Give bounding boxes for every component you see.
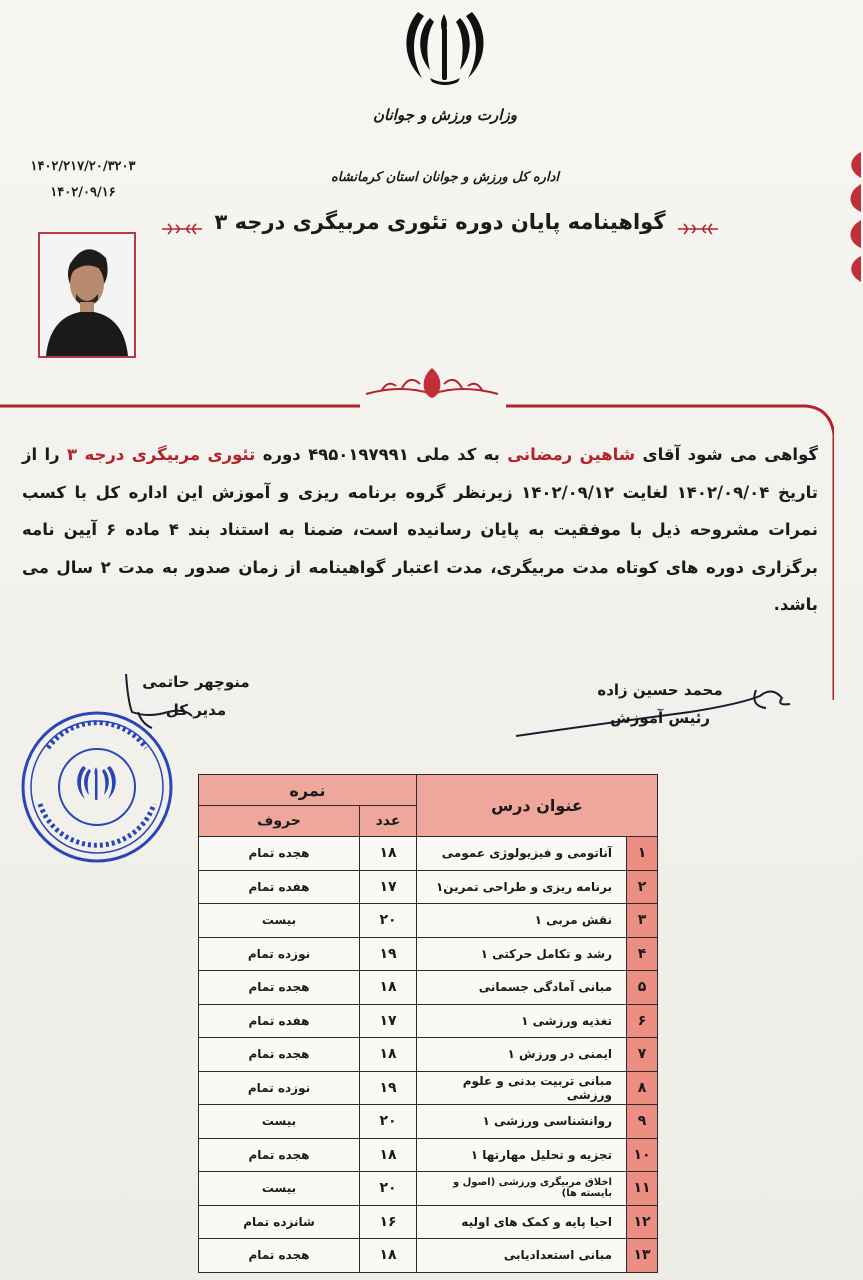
grades-table — [198, 774, 658, 1273]
course-name: مبانی آمادگی جسمانی — [417, 971, 627, 1005]
row-number: ۱۳ — [627, 1239, 658, 1273]
signer-name: منوچهر حاتمی — [142, 673, 250, 691]
row-number: ۹ — [627, 1105, 658, 1139]
row-number: ۳ — [627, 904, 658, 938]
course-name: روانشناسی ورزشی ۱ — [417, 1105, 627, 1139]
grade-digits: ۱۹ — [360, 937, 417, 971]
grade-words: بیست — [199, 904, 360, 938]
department-name: اداره کل ورزش و جوانان استان کرمانشاه — [331, 170, 559, 185]
course-title: تئوری مربیگری درجه ۳ — [67, 445, 256, 464]
grade-digits: ۱۶ — [360, 1205, 417, 1239]
table-row — [199, 1038, 658, 1072]
table-row — [199, 1172, 658, 1206]
course-name: نقش مربی ۱ — [417, 904, 627, 938]
ornament-icon — [160, 222, 204, 236]
grade-digits: ۲۰ — [360, 904, 417, 938]
course-name: احیا پایه و کمک های اولیه — [417, 1205, 627, 1239]
row-number: ۱ — [627, 837, 658, 871]
row-number: ۶ — [627, 1004, 658, 1038]
grade-digits: ۱۸ — [360, 1038, 417, 1072]
emblem-icon — [400, 8, 490, 86]
course-name: ایمنی در ورزش ۱ — [417, 1038, 627, 1072]
grade-words: نوزده تمام — [199, 937, 360, 971]
header-digits: عدد — [360, 806, 417, 837]
grade-digits: ۱۷ — [360, 1004, 417, 1038]
table-row — [199, 1105, 658, 1139]
grade-digits: ۱۸ — [360, 837, 417, 871]
grade-digits: ۲۰ — [360, 1105, 417, 1139]
grade-words: هفده تمام — [199, 870, 360, 904]
ministry-name: وزارت ورزش و جوانان — [373, 106, 517, 124]
side-ornament-icon — [839, 148, 863, 286]
grade-words: هجده تمام — [199, 1239, 360, 1273]
table-row — [199, 870, 658, 904]
grade-digits: ۱۸ — [360, 971, 417, 1005]
course-name: رشد و تکامل حرکتی ۱ — [417, 937, 627, 971]
applicant-photo — [38, 232, 136, 358]
row-number: ۵ — [627, 971, 658, 1005]
body-national-id: به کد ملی ۴۹۵۰۱۹۷۹۹۱ دوره — [262, 445, 500, 464]
header-letters: حروف — [199, 806, 360, 837]
course-name: مبانی استعدادیابی — [417, 1239, 627, 1273]
certificate-title: گواهینامه پایان دوره تئوری مربیگری درجه ۳ — [214, 210, 666, 234]
header-course: عنوان درس — [417, 775, 658, 837]
reference-number: ۱۴۰۲/۲۱۷/۲۰/۳۲۰۳ — [30, 159, 136, 174]
grade-words: بیست — [199, 1105, 360, 1139]
row-number: ۴ — [627, 937, 658, 971]
signature-training-head — [585, 676, 735, 732]
table-row — [199, 1004, 658, 1038]
course-name: تغذیه ورزشی ۱ — [417, 1004, 627, 1038]
table-row — [199, 1071, 658, 1105]
body-details: را از تاریخ ۱۴۰۲/۰۹/۰۴ لغایت ۱۴۰۲/۰۹/۱۲ زیرنظر گروه برنامه ریزی و آموزش این اداره کل با کسب نمرات مشروحه ذیل با موفقیت به پایان رسانیده است، ضمنا به استناد بند ۴ ماده ۶ آیین نامه برگزاری دوره های کوتاه مدت مربیگری، مدت اعتبار گواهینامه از زمان صدور به مدت ۲ سال می باشد. — [22, 445, 818, 614]
table-row — [199, 904, 658, 938]
table-row — [199, 937, 658, 971]
grade-words: هفده تمام — [199, 1004, 360, 1038]
row-number: ۷ — [627, 1038, 658, 1072]
recipient-name: شاهین رمضانی — [507, 445, 636, 464]
grade-words: شانزده تمام — [199, 1205, 360, 1239]
course-name: اخلاق مربیگری ورزشی (اصول و بایسته ها) — [417, 1172, 627, 1206]
grade-digits: ۱۹ — [360, 1071, 417, 1105]
person-photo-icon — [40, 234, 134, 356]
grade-words: هجده تمام — [199, 837, 360, 871]
course-name: برنامه ریزی و طراحی تمرین۱ — [417, 870, 627, 904]
course-name: مبانی تربیت بدنی و علوم ورزشی — [417, 1071, 627, 1105]
grade-digits: ۱۸ — [360, 1239, 417, 1273]
row-number: ۱۰ — [627, 1138, 658, 1172]
ornament-icon — [676, 222, 720, 236]
grade-words: هجده تمام — [199, 1138, 360, 1172]
signer-name: محمد حسین زاده — [597, 681, 723, 699]
header-grade: نمره — [199, 775, 417, 806]
grade-words: بیست — [199, 1172, 360, 1206]
table-row — [199, 1138, 658, 1172]
grade-words: هجده تمام — [199, 971, 360, 1005]
grade-words: هجده تمام — [199, 1038, 360, 1072]
title-row — [160, 208, 720, 248]
issue-date: ۱۴۰۲/۰۹/۱۶ — [50, 185, 116, 200]
table-row — [199, 837, 658, 871]
reference-block — [8, 154, 158, 206]
grade-digits: ۱۷ — [360, 870, 417, 904]
row-number: ۸ — [627, 1071, 658, 1105]
row-number: ۲ — [627, 870, 658, 904]
grade-digits: ۲۰ — [360, 1172, 417, 1206]
body-intro: گواهی می شود آقای — [642, 445, 819, 464]
signer-title: مدیر کل — [165, 701, 227, 719]
grade-digits: ۱۸ — [360, 1138, 417, 1172]
stamp-icon — [18, 708, 176, 866]
table-row — [199, 1205, 658, 1239]
signer-title: رئیس آموزش — [610, 709, 710, 727]
table-row — [199, 1239, 658, 1273]
row-number: ۱۲ — [627, 1205, 658, 1239]
course-name: آناتومی و فیزیولوژی عمومی — [417, 837, 627, 871]
course-name: تجزیه و تحلیل مهارتها ۱ — [417, 1138, 627, 1172]
row-number: ۱۱ — [627, 1172, 658, 1206]
certificate-body — [22, 436, 818, 624]
grade-words: نوزده تمام — [199, 1071, 360, 1105]
table-row — [199, 971, 658, 1005]
